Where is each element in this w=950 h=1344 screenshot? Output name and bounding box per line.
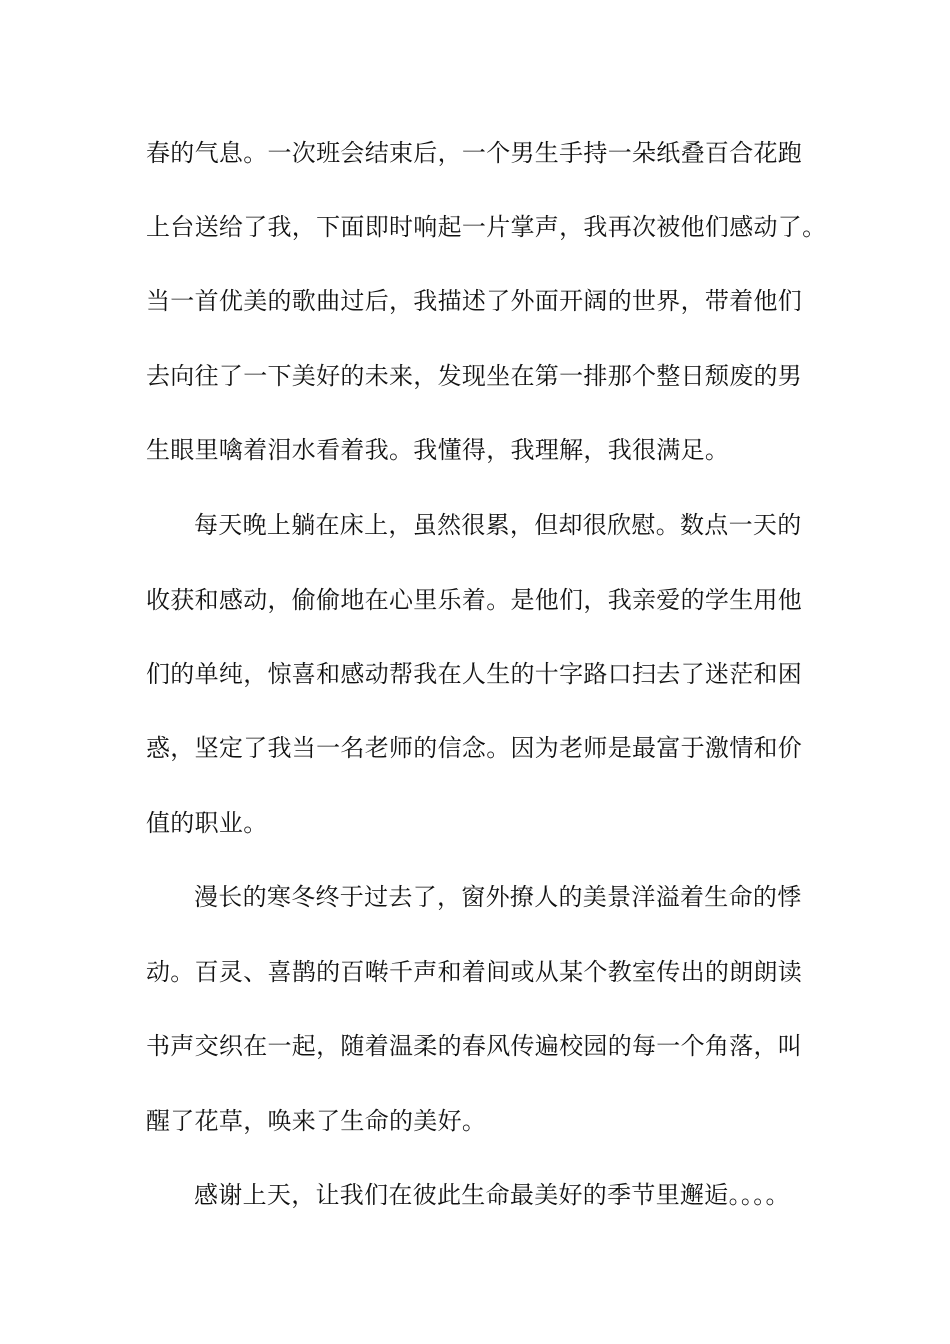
paragraph-first-line: 每天晚上躺在床上，虽然很累，但却很欣慰。数点一天的: [194, 511, 802, 539]
text-line: 春的气息。一次班会结束后，一个男生手持一朵纸叠百合花跑: [146, 139, 803, 167]
text-line: 醒了花草，唤来了生命的美好。: [146, 1107, 487, 1135]
text-line: 书声交织在一起，随着温柔的春风传遍校园的每一个角落，叫: [146, 1032, 803, 1060]
text-line: 去向往了一下美好的未来，发现坐在第一排那个整日颓废的男: [146, 362, 803, 390]
text-line: 上台送给了我，下面即时响起一片掌声，我再次被他们感动了。: [146, 213, 827, 241]
text-line: 生眼里噙着泪水看着我。我懂得，我理解，我很满足。: [146, 436, 730, 464]
text-line: 们的单纯，惊喜和感动帮我在人生的十字路口扫去了迷茫和困: [146, 660, 803, 688]
text-line: 当一首优美的歌曲过后，我描述了外面开阔的世界，带着他们: [146, 287, 803, 315]
paragraph-first-line: 漫长的寒冬终于过去了，窗外撩人的美景洋溢着生命的悸: [194, 883, 802, 911]
text-line: 收获和感动，偷偷地在心里乐着。是他们，我亲爱的学生用他: [146, 586, 803, 614]
text-line: 值的职业。: [146, 809, 268, 837]
text-line: 动。百灵、喜鹊的百啭千声和着间或从某个教室传出的朗朗读: [146, 958, 803, 986]
paragraph-first-line: 感谢上天，让我们在彼此生命最美好的季节里邂逅。。。。: [194, 1181, 790, 1209]
text-line: 惑，坚定了我当一名老师的信念。因为老师是最富于激情和价: [146, 734, 803, 762]
